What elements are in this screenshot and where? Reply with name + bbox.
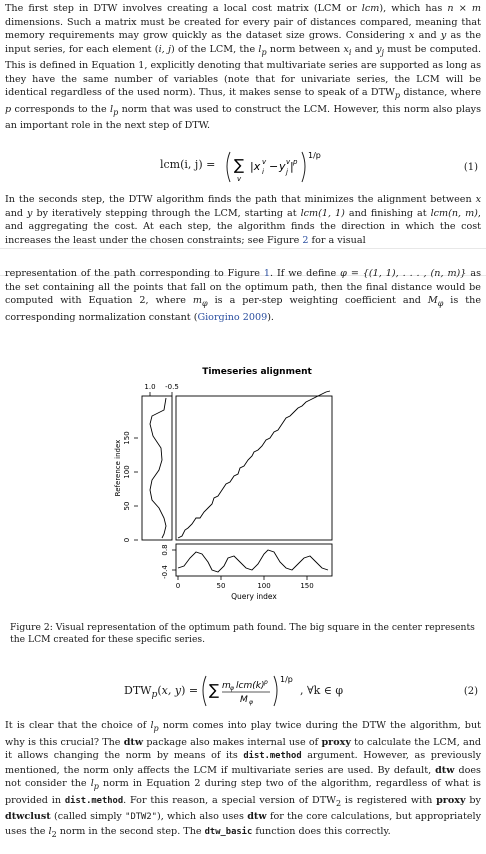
x-tick-50: 50 <box>216 582 226 590</box>
query-series-line <box>178 550 328 572</box>
figure-caption-label: Figure 2: <box>10 622 53 633</box>
query-series-panel <box>176 544 332 576</box>
svg-text:j: j <box>286 168 288 176</box>
optimum-path <box>178 391 330 538</box>
figure-1-link[interactable]: 1 <box>263 268 271 279</box>
equation-1-number: (1) <box>463 162 478 173</box>
figure-2-link[interactable]: 2 <box>302 234 309 246</box>
svg-text:∑: ∑ <box>209 681 220 699</box>
svg-text:v: v <box>286 158 291 166</box>
svg-text:1/p: 1/p <box>280 675 293 684</box>
svg-text:m: m <box>222 681 231 691</box>
svg-text:p: p <box>293 158 298 166</box>
svg-text:φ: φ <box>230 685 234 692</box>
y-tick-0: 0 <box>123 537 131 543</box>
svg-text:1/p: 1/p <box>308 151 321 160</box>
y-tick-50: 50 <box>123 501 131 511</box>
svg-text:y: y <box>279 160 286 173</box>
paragraph-lcm-intro: The first step in DTW involves creating a local cost matrix (LCM or lcm), which has n × m dimensions. Such a matrix must be created for every pair of distances compared, meaning that memory requirements may grow quickly as the dataset size grows. Considering x and y as the input series, for each element (i, j) of the LCM, the $l_p$ norm between $x_i$ and $y_j$ must be computed. This is defined in Equation 1, explicitly denoting that multivariate series are supported as long as they have the same number of variables (note that for univariate series, the LCM will be identical regardless of the used norm). Thus, it makes sense to speak of a $DTW_p$ distance, where p corresponds to the $l_p$ norm that was used to construct the LCM. However, this norm also plays an important role in the next step of DTW. <box>5 3 482 132</box>
equation-1-formula <box>222 148 322 188</box>
equation-2-number: (2) <box>463 686 478 697</box>
y-axis-label: Reference index <box>114 439 122 497</box>
equation-2 <box>0 672 486 712</box>
timeseries-alignment-figure <box>112 358 352 608</box>
equation-2-lhs: $DTW_p(x$, y) = <box>124 684 199 701</box>
reference-series-panel <box>142 396 172 540</box>
paragraph-norm-choice: It is clear that the choice of $l_p$ norm comes into play twice during the DTW the algorithm, but why is this crucial? The dtw package also makes internal use of proxy to calculate the LCM, and it allows changing the norm by means of its dist.method argument. However, as previously mentioned, the norm only affects the LCM if multivariate series are used. By default, dtw does not consider the $l_p$ norm in Equation 2 during step two of the algorithm, regardless of what is provided in dist.method. For this reason, a special version of $DTW_2$ is registered with proxy by dtwclust (called simply "DTW2"), which also uses dtw for the core calculations, but appropriately uses the $l_2$ norm in the second step. The dtw_basic function does this correctly. <box>5 720 482 839</box>
svg-text:v: v <box>262 158 267 166</box>
equation-1 <box>0 148 486 188</box>
svg-text:v: v <box>237 175 242 183</box>
paragraph-optimum-path: representation of the path corresponding to Figure 1. If we define φ = {(1, 1), . . . , (n, m)} as the set containing all the points that fall on the optimum path, then the final distance would be computed with Equation 2, where $m_\varphi$ is a per-step weighting coefficient and $M_\varphi$ is the corresponding normalization constant (Giorgino 2009). <box>5 268 481 323</box>
y-tick-100: 100 <box>123 465 131 479</box>
svg-text:|: | <box>290 160 294 173</box>
svg-text:φ: φ <box>249 699 253 706</box>
svg-text:−: − <box>269 160 279 173</box>
svg-text:∑: ∑ <box>234 156 245 174</box>
figure-caption <box>10 622 476 647</box>
citation-giorgino-link[interactable]: Giorgino 2009 <box>197 311 268 323</box>
y-tick-150: 150 <box>123 431 131 445</box>
equation-2-quantifier: , ∀k ∈ φ <box>300 684 344 697</box>
paragraph-dtw-step-two: In the seconds step, the DTW algorithm finds the path that minimizes the alignment between x and y by iteratively stepping through the LCM, starting at lcm(1, 1) and finishing at lcm(n, m), and aggregating the cost. At each step, the algorithm finds the direction in which the cost increases the least under the chosen constraints; see Figure 2 for a visual <box>5 194 481 246</box>
equation-2-formula <box>200 672 300 712</box>
x-tick-150: 150 <box>300 582 314 590</box>
bottom-tick-1: 0.8 <box>161 544 169 556</box>
reference-series-line <box>150 398 166 538</box>
x-axis-label: Query index <box>231 592 277 601</box>
svg-text:M: M <box>240 695 248 705</box>
figure-caption-text: Visual representation of the optimum path found. The big square in the center represents the LCM created for these specific series. <box>10 622 475 646</box>
x-tick-0: 0 <box>175 582 181 590</box>
figure-title: Timeseries alignment <box>202 367 312 377</box>
svg-text:i: i <box>262 168 264 176</box>
svg-text:|x: |x <box>250 160 261 173</box>
top-tick-2: -0.5 <box>165 383 179 391</box>
x-tick-100: 100 <box>257 582 271 590</box>
top-tick-1: 1.0 <box>144 383 156 391</box>
equation-1-lhs: lcm(i, j) = <box>160 158 216 171</box>
bottom-tick-2: -0.4 <box>161 565 169 579</box>
svg-text:p: p <box>264 679 268 686</box>
svg-text:lcm(k): lcm(k) <box>236 681 265 691</box>
